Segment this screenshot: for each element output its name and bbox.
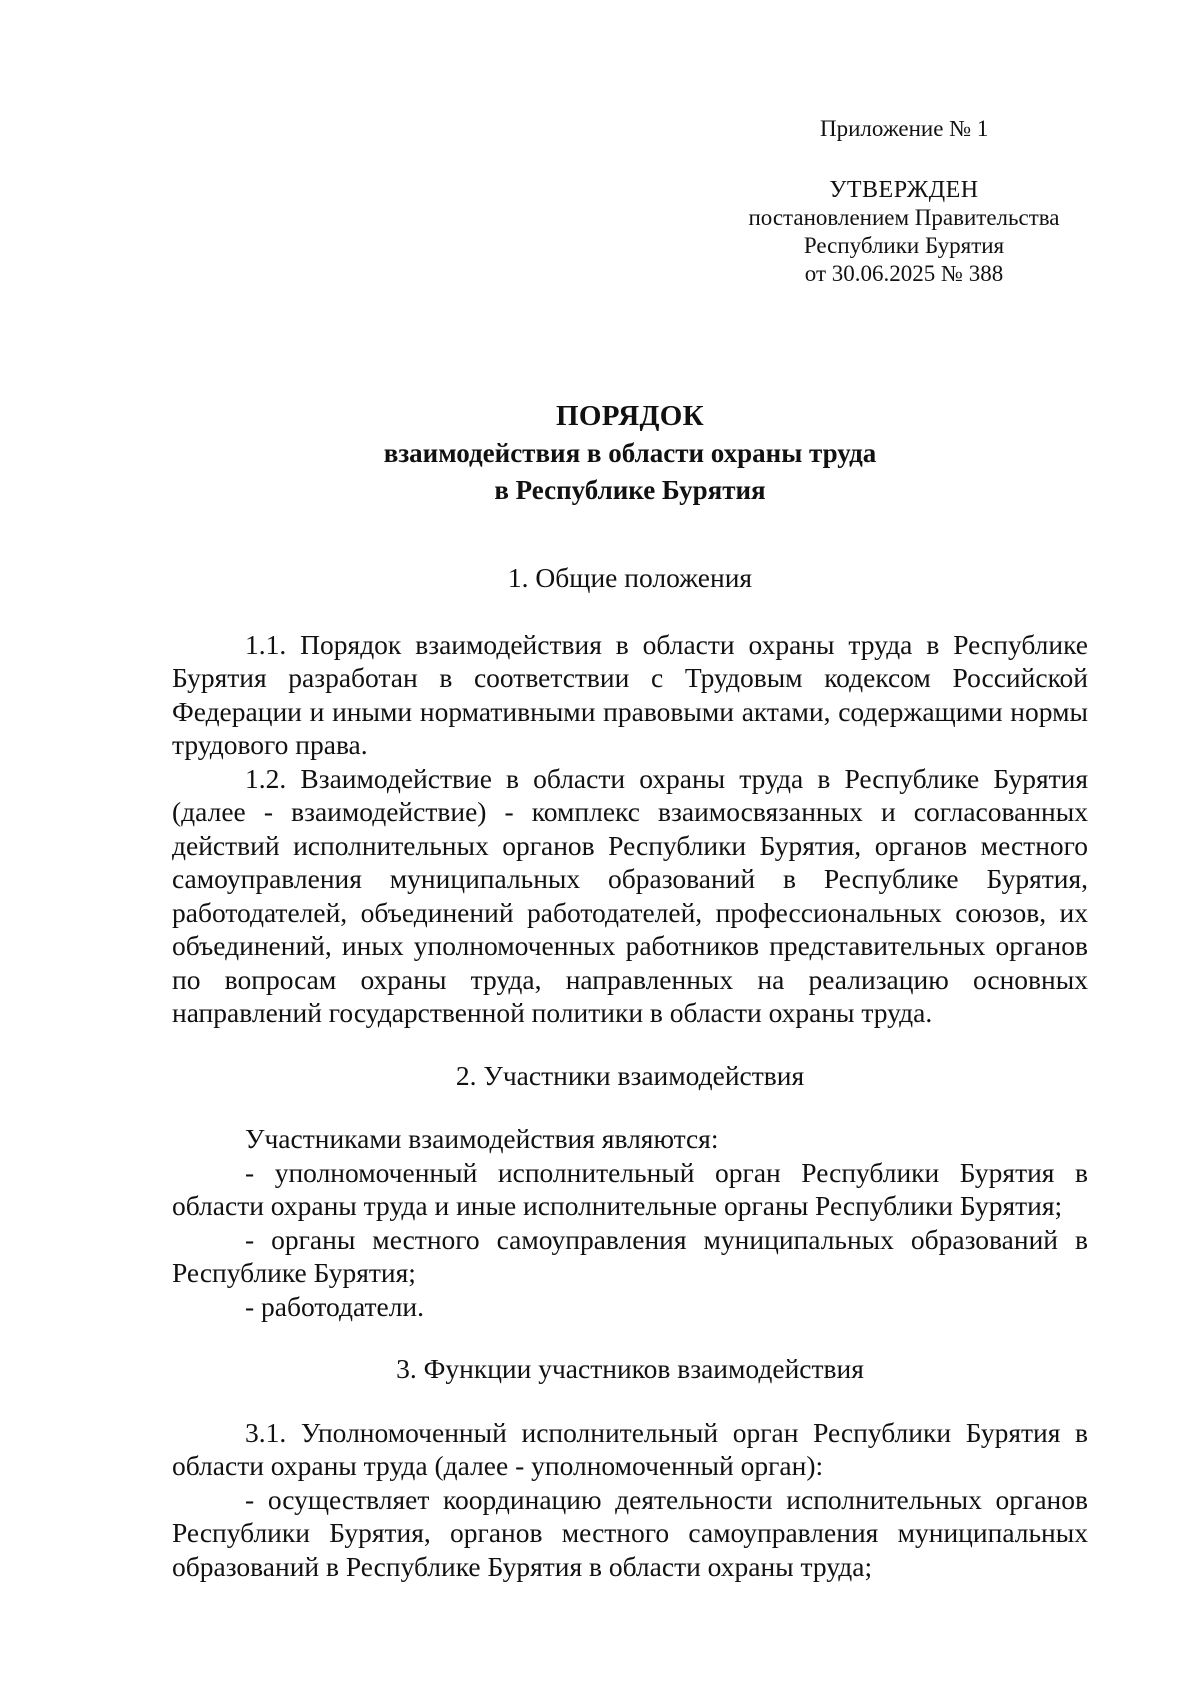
document-title	[170, 398, 1090, 509]
section-1-heading: 1. Общие положения	[507, 562, 753, 593]
participant-item: - уполномоченный исполнительный орган Республики Бурятия в области охраны труда и иные исполнительные органы Республики Бурятия;	[172, 1156, 1088, 1221]
paragraph-1-2: 1.2. Взаимодействие в области охраны труда в Республике Бурятия (далее - взаимодействие) - комплекс взаимосвязанных и согласованных действий исполнительных органов Республики Бурятия, органов местного самоуправления муниципальных образований в Республике Бурятия, работодателей, объединений работодателей, профессиональных союзов, их объединений, иных уполномоченных работников представительных органов по вопросам охраны труда, направленных на реализацию основных направлений государственной политики в области охраны труда.	[172, 762, 1088, 1028]
participants-intro: Участниками взаимодействия являются:	[245, 1123, 719, 1154]
document-body	[172, 561, 1088, 1583]
approval-line-1: постановлением Правительства	[748, 205, 1060, 230]
participant-item: - работодатели.	[245, 1290, 425, 1322]
title-line-2: взаимодействия в области охраны труда	[383, 438, 877, 468]
approval-line-2: Республики Бурятия	[803, 233, 1005, 258]
approval-title: УТВЕРЖДЕН	[829, 177, 979, 203]
paragraph-3-1: 3.1. Уполномоченный исполнительный орган Республики Бурятия в области охраны труда (далее - уполномоченный орган):	[172, 1416, 1088, 1481]
approval-date-number: от 30.06.2025 № 388	[804, 261, 1004, 286]
approval-stamp-block	[700, 176, 1108, 288]
annex-label: Приложение № 1	[820, 116, 989, 141]
paragraph-1-1: 1.1. Порядок взаимодействия в области охраны труда в Республике Бурятия разработан в соответствии с Трудовым кодексом Российской Федерации и иными нормативными правовыми актами, содержащими нормы трудового права.	[172, 628, 1088, 760]
participant-item: - органы местного самоуправления муниципальных образований в Республике Бурятия;	[172, 1223, 1088, 1288]
title-main: ПОРЯДОК	[556, 400, 704, 432]
section-2-heading: 2. Участники взаимодействия	[455, 1059, 805, 1091]
paragraph-3-1-item: - осуществляет координацию деятельности исполнительных органов Республики Бурятия, органов местного самоуправления муниципальных образований в Республике Бурятия в области охраны труда;	[172, 1483, 1088, 1582]
title-line-3: в Республике Бурятия	[494, 475, 766, 505]
section-3-heading: 3. Функции участников взаимодействия	[396, 1353, 864, 1384]
